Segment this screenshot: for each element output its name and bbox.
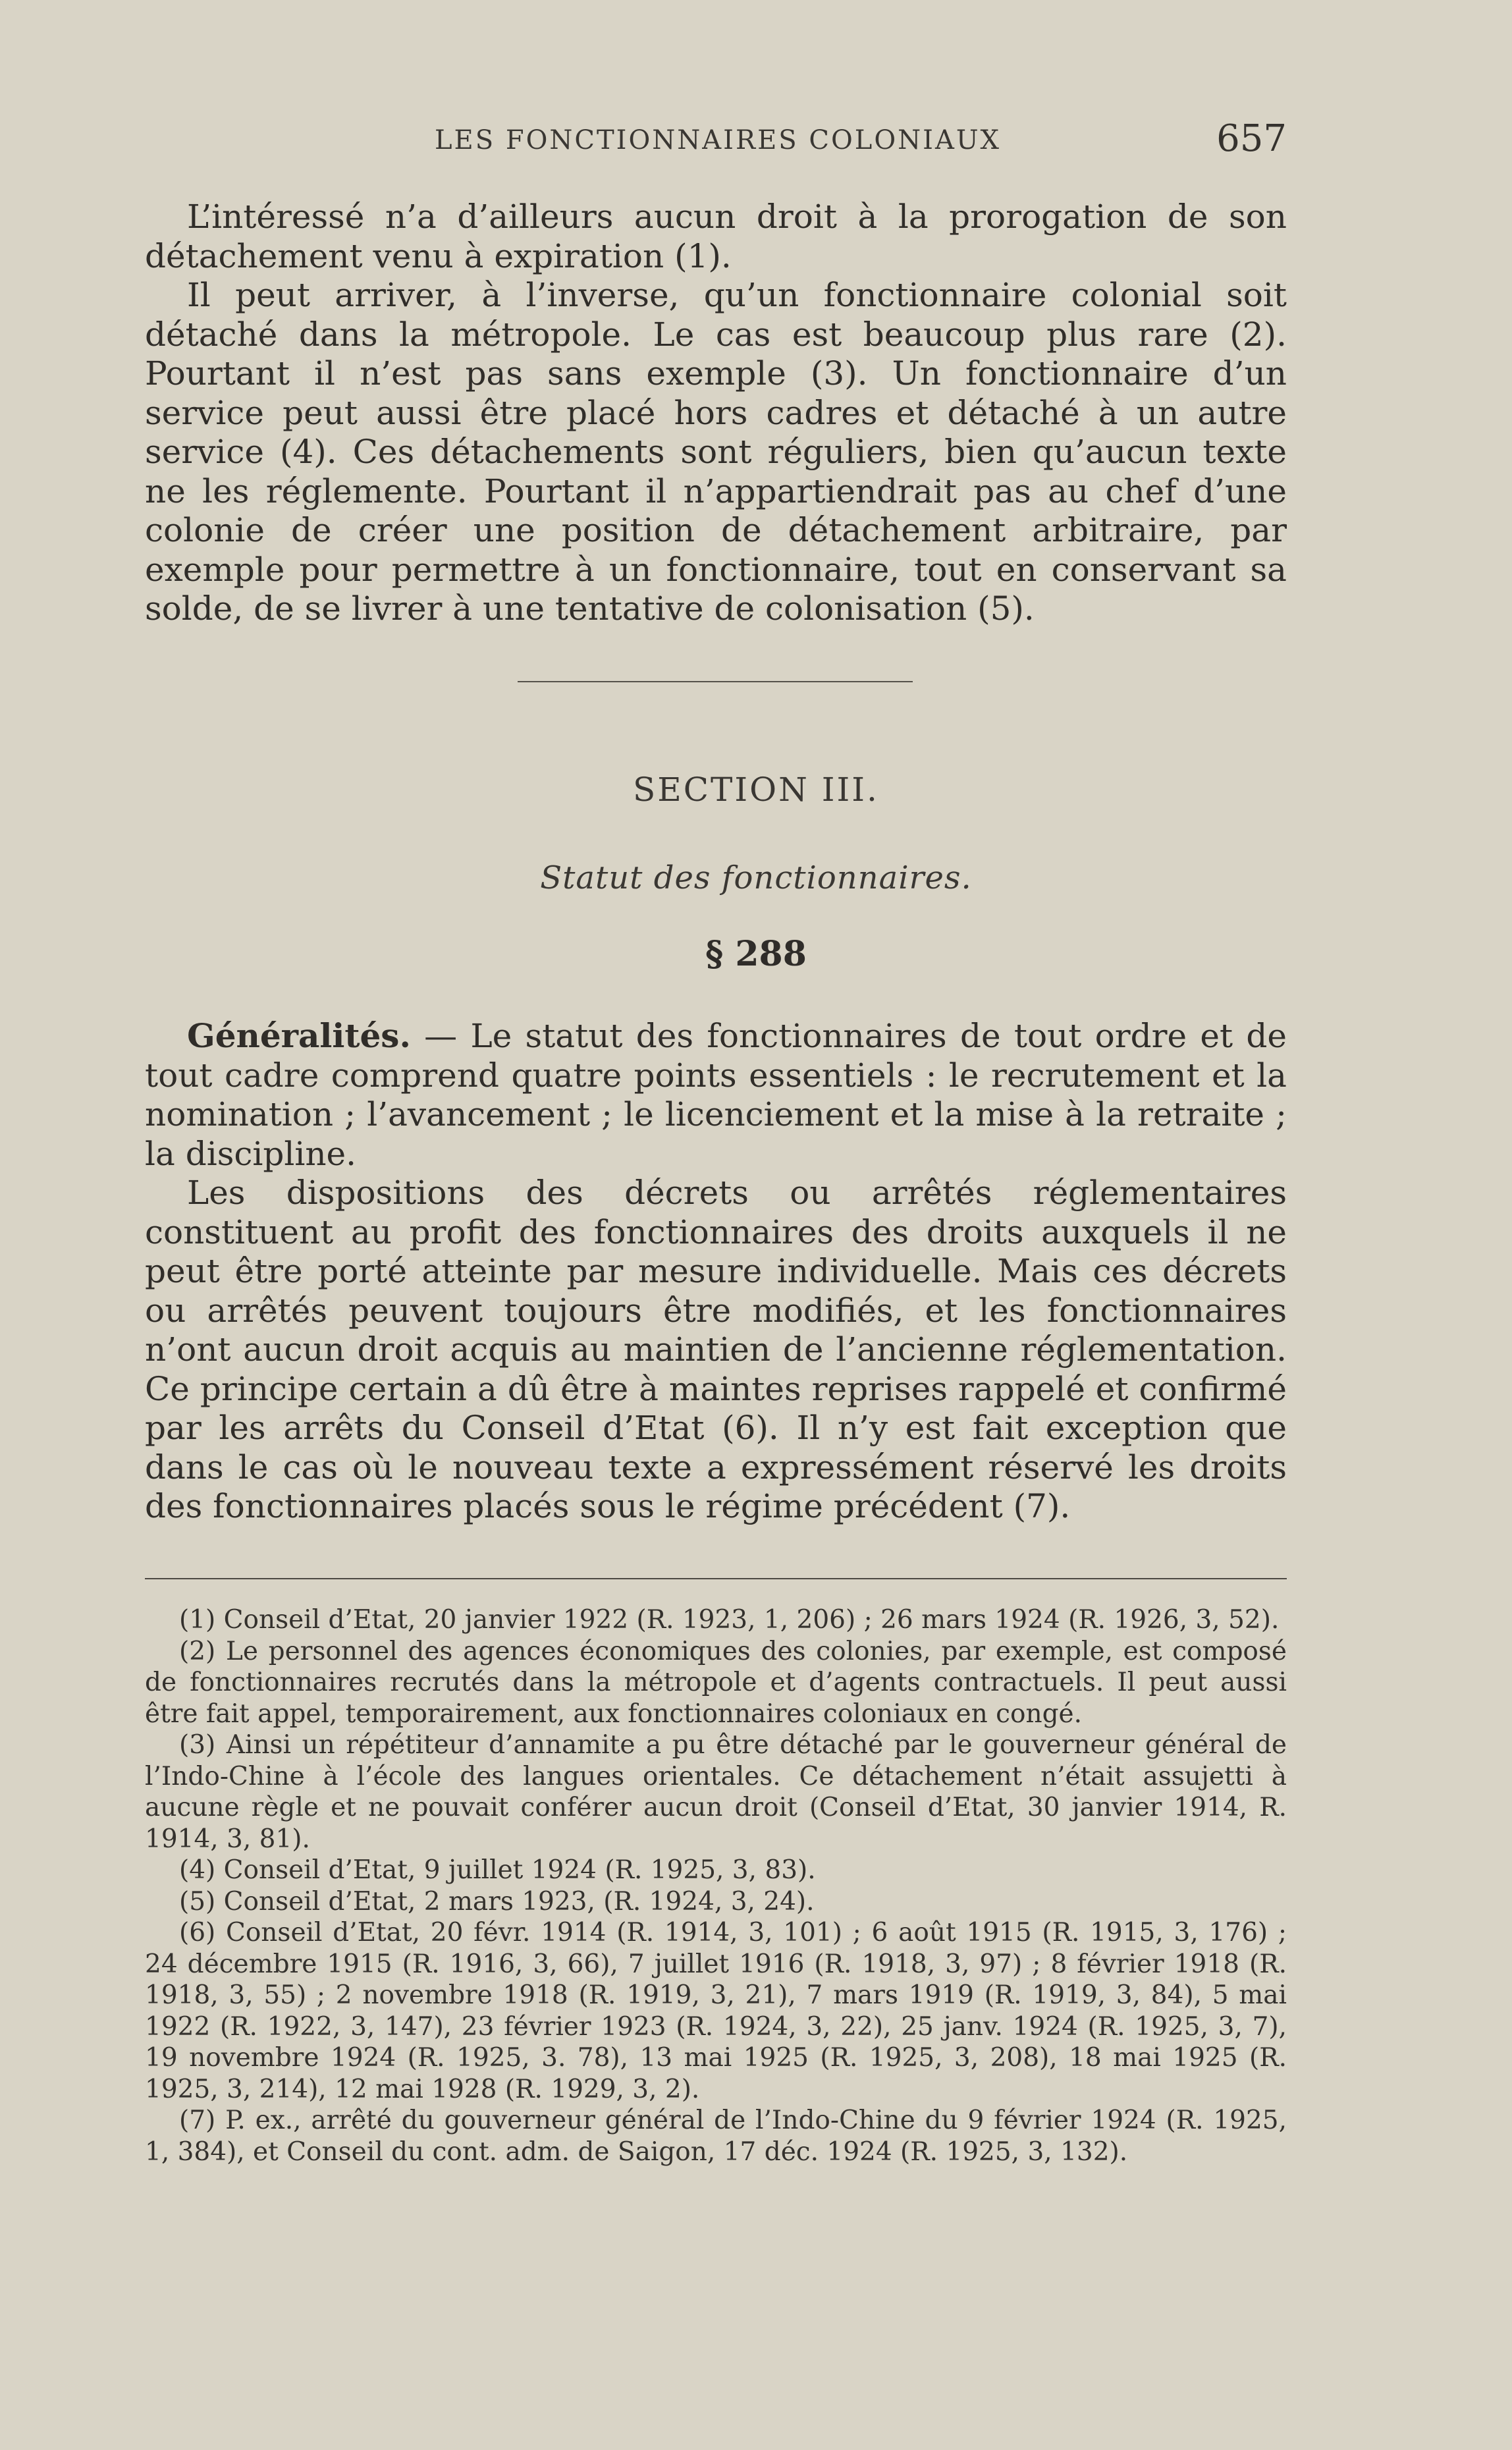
- footnote: (3) Ainsi un répétiteur d’annamite a pu être détaché par le gouverneur général de l’Indo-Chine à l’école des langues orientales. Ce détachement n’était assujetti à aucune règle et ne pouvait conférer aucun droit (Conseil d’Etat, 30 janvier 1914, R. 1914, 3, 81).: [145, 1730, 1287, 1854]
- body-text-generalites: [145, 1016, 1287, 1527]
- paragraph: Les dispositions des décrets ou arrêtés réglementaires constituent au profit des fonctionnaires des droits auxquels il ne peut être porté atteinte par mesure individuelle. Mais ces décrets ou arrêtés peuvent toujours être modifiés, et les fonctionnaires n’ont aucun droit acquis au maintien de l’ancienne réglementation. Ce principe certain a dû être à maintes reprises rappelé et confirmé par les arrêts du Conseil d’Etat (6). Il n’y est fait exception que dans le cas où le nouveau texte a expressément réservé les droits des fonctionnaires placés sous le régime précédent (7).: [145, 1174, 1287, 1525]
- footnote: (5) Conseil d’Etat, 2 mars 1923, (R. 1924, 3, 24).: [179, 1886, 815, 1917]
- footnotes: [145, 1604, 1287, 2167]
- running-title: LES FONCTIONNAIRES COLONIAUX: [434, 125, 1002, 155]
- paragraph-lead: Généralités.: [187, 1016, 411, 1055]
- section-title: SECTION III.: [633, 771, 879, 809]
- footnote-divider: [145, 1578, 1287, 1579]
- paragraph: Il peut arriver, à l’inverse, qu’un fonctionnaire colonial soit détaché dans la métropole. Le cas est beaucoup plus rare (2). Pourtant il n’est pas sans exemple (3). Un fonctionnaire d’un service peut aussi être placé hors cadres et détaché à un autre service (4). Ces détachements sont réguliers, bien qu’aucun texte ne les réglemente. Pourtant il n’appartiendrait pas au chef d’une colonie de créer une position de détachement arbitraire, par exemple pour permettre à un fonctionnaire, tout en conservant sa solde, de se livrer à une tentative de colonisation (5).: [145, 276, 1287, 628]
- paragraph: [145, 1016, 1287, 1174]
- footnote: (7) P. ex., arrêté du gouverneur général de l’Indo-Chine du 9 février 1924 (R. 1925, 1, 384), et Conseil du cont. adm. de Saigon, 17 déc. 1924 (R. 1925, 3, 132).: [145, 2106, 1287, 2167]
- page-number: 657: [1216, 117, 1287, 160]
- footnote: (1) Conseil d’Etat, 20 janvier 1922 (R. 1923, 1, 206) ; 26 mars 1924 (R. 1926, 3, 52).: [179, 1605, 1280, 1635]
- footnote: (4) Conseil d’Etat, 9 juillet 1924 (R. 1925, 3, 83).: [179, 1855, 816, 1885]
- section-subtitle: Statut des fonctionnaires.: [540, 859, 972, 896]
- section-divider: [518, 681, 913, 682]
- body-text-top: [145, 198, 1287, 629]
- footnote: (2) Le personnel des agences économiques des colonies, par exemple, est composé de fonctionnaires recrutés dans la métropole et d’agents contractuels. Il peut aussi être fait appel, temporairement, aux fonctionnaires coloniaux en congé.: [145, 1636, 1287, 1729]
- footnote: (6) Conseil d’Etat, 20 févr. 1914 (R. 1914, 3, 101) ; 6 août 1915 (R. 1915, 3, 176) ; 24 décembre 1915 (R. 1916, 3, 66), 7 juillet 1916 (R. 1918, 3, 97) ; 8 février 1918 (R. 1918, 3, 55) ; 2 novembre 1918 (R. 1919, 3, 21), 7 mars 1919 (R. 1919, 3, 84), 5 mai 1922 (R. 1922, 3, 147), 23 février 1923 (R. 1924, 3, 22), 25 janv. 1924 (R. 1925, 3, 7), 19 novembre 1924 (R. 1925, 3. 78), 13 mai 1925 (R. 1925, 3, 208), 18 mai 1925 (R. 1925, 3, 214), 12 mai 1928 (R. 1929, 3, 2).: [145, 1918, 1287, 2104]
- running-head: [145, 112, 1291, 171]
- paragraph-text: — Le statut des fonctionnaires de tout ordre et de tout cadre comprend quatre points essentiels : le recrutement et la nomination ; l’avancement ; le licenciement et la mise à la retraite ; la discipline.: [145, 1017, 1287, 1173]
- paragraph: L’intéressé n’a d’ailleurs aucun droit à la prorogation de son détachement venu à expiration (1).: [145, 198, 1287, 275]
- paragraph-number: § 288: [705, 934, 807, 974]
